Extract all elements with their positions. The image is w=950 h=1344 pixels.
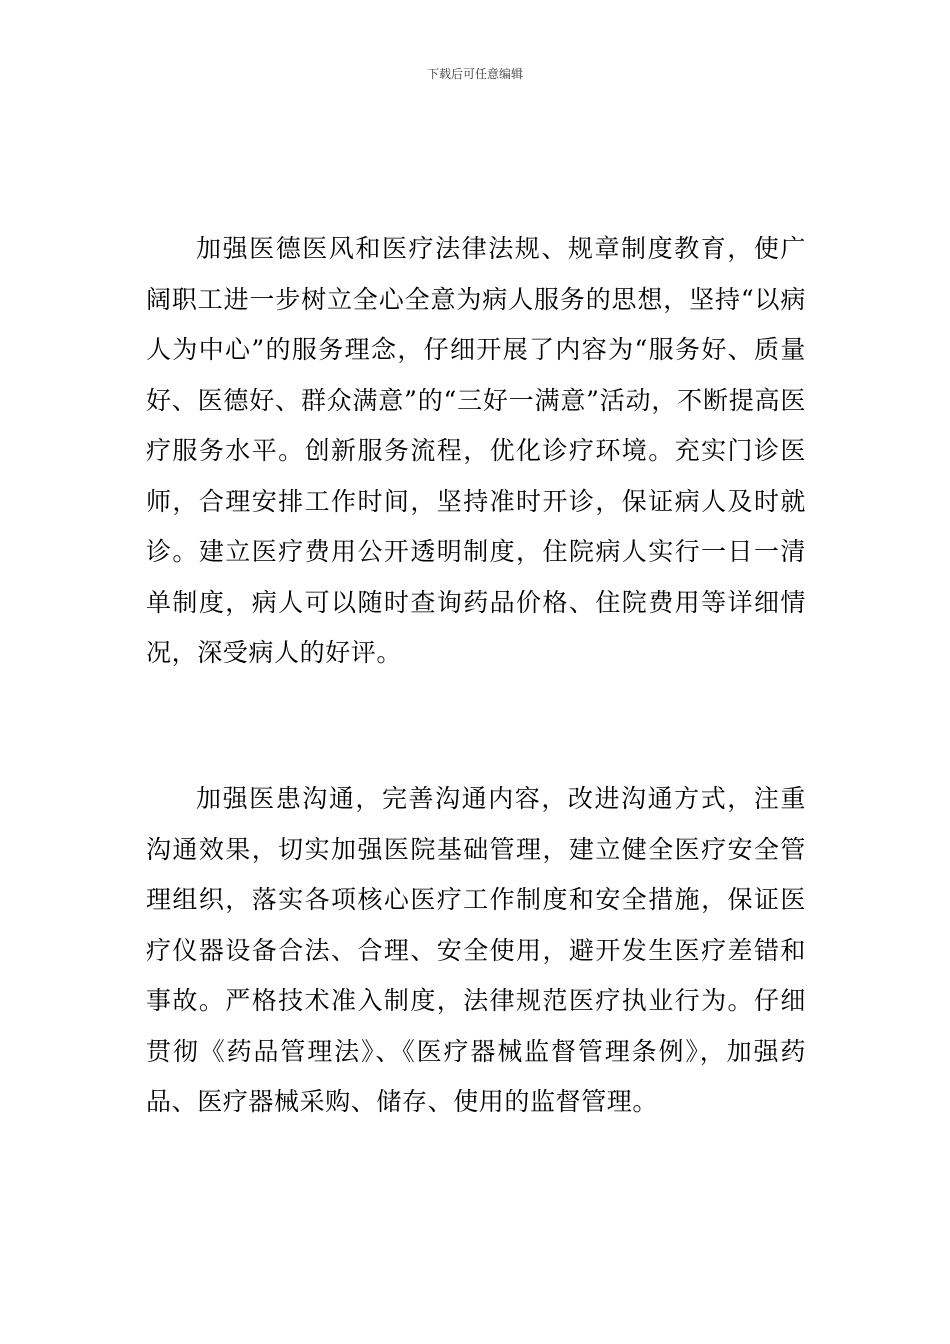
body-paragraph-1: 加强医德医风和医疗法律法规、规章制度教育，使广阔职工进一步树立全心全意为病人服务的思想，坚持“以病人为中心”的服务理念，仔细开展了内容为“服务好、质量好、医德好、群众满意”的“三好一满意”活动，不断提高医疗服务水平。创新服务流程，优化诊疗环境。充实门诊医师，合理安排工作时间，坚持准时开诊，保证病人及时就诊。建立医疗费用公开透明制度，住院病人实行一日一清单制度，病人可以随时查询药品价格、住院费用等详细情况，深受病人的好评。 (146, 234, 806, 667)
body-paragraph-2: 加强医患沟通，完善沟通内容，改进沟通方式，注重沟通效果，切实加强医院基础管理，建立健全医疗安全管理组织，落实各项核心医疗工作制度和安全措施，保证医疗仪器设备合法、合理、安全使用，避开发生医疗差错和事故。严格技术准入制度，法律规范医疗执业行为。仔细贯彻《药品管理法》、《医疗器械监督管理条例》，加强药品、医疗器械采购、储存、使用的监督管理。 (146, 784, 806, 1116)
page-header: 下载后可任意编辑 (426, 67, 523, 81)
